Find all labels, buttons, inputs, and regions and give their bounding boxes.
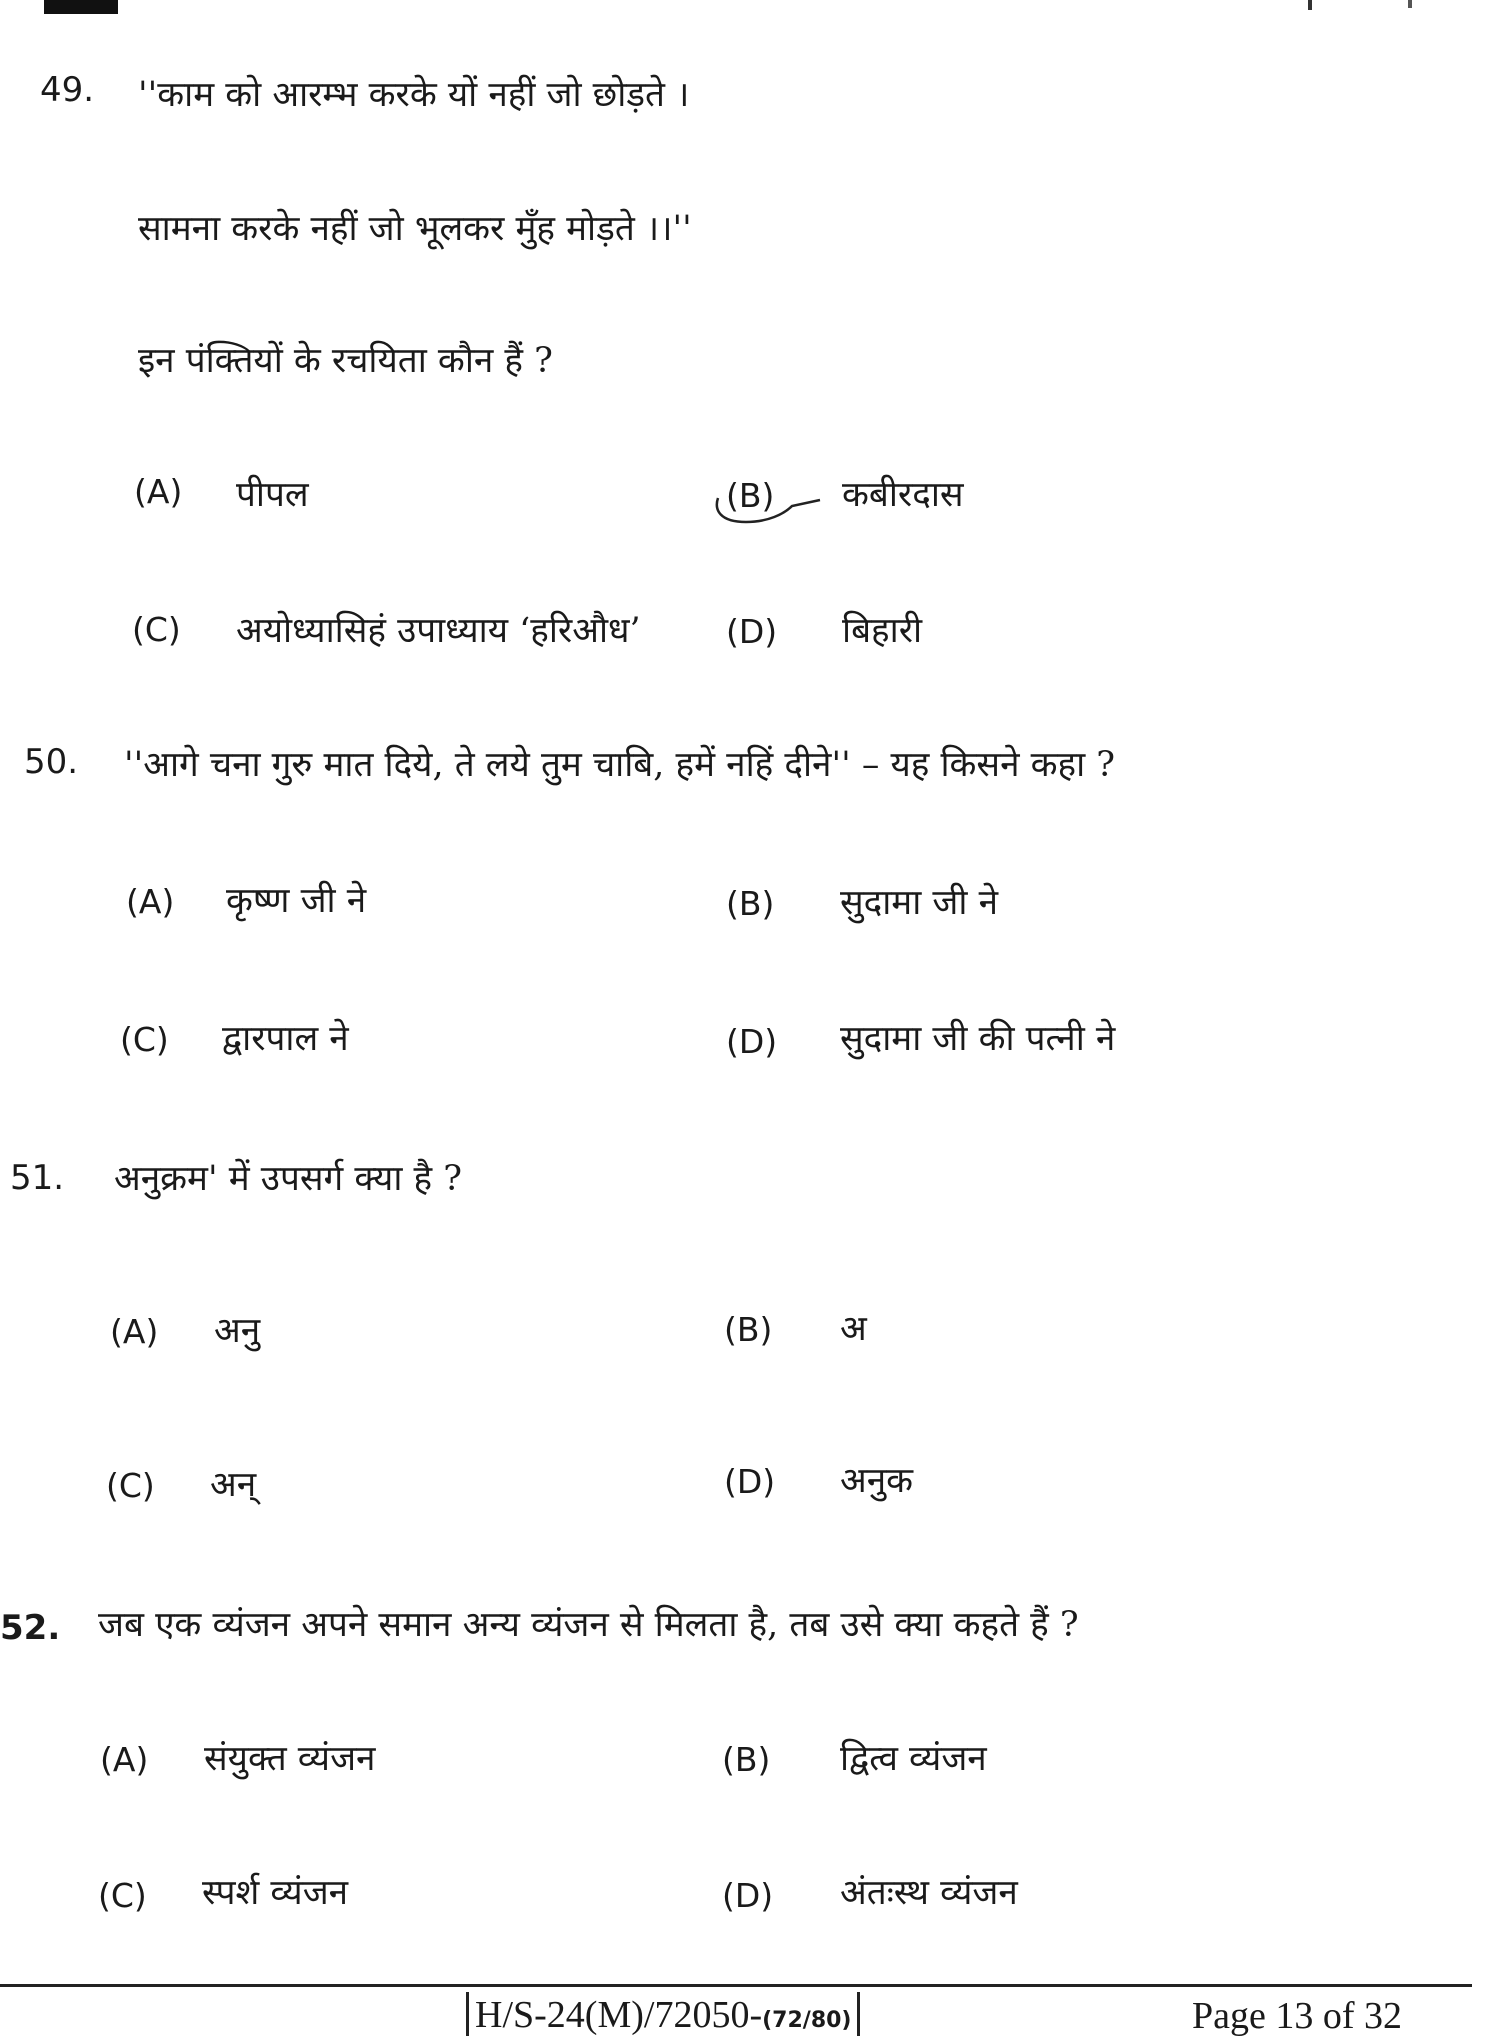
option-text: अ — [840, 1309, 867, 1349]
option-label: (D) — [722, 1876, 774, 1915]
option-text: अनु — [214, 1311, 261, 1351]
question-text-line: सामना करके नहीं जो भूलकर मुँह मोड़ते ।।'' — [138, 209, 692, 249]
question-text-line: जब एक व्यंजन अपने समान अन्य व्यंजन से मिलता है, तब उसे क्या कहते हैं ? — [98, 1605, 1079, 1645]
option-text: कृष्ण जी ने — [226, 881, 367, 921]
option-label: (B) — [722, 1740, 771, 1779]
question-number: 49. — [40, 70, 95, 110]
option-text: द्वित्व व्यंजन — [840, 1739, 987, 1779]
paper-code-suffix: (72/80) — [762, 2008, 852, 2033]
option-label: (C) — [106, 1466, 155, 1505]
header-mark — [1308, 0, 1312, 10]
page-number: Page 13 of 32 — [1192, 1995, 1403, 2037]
question-text-line: ''आगे चना गुरु मात दिये, ते लये तुम चाबि, हमें नहिं दीने'' – यह किसने कहा ? — [124, 745, 1116, 785]
question-text-line: अनुक्रम' में उपसर्ग क्या है ? — [114, 1159, 463, 1199]
option-text: कबीरदास — [842, 475, 964, 515]
option-text: अंतःस्थ व्यंजन — [840, 1873, 1018, 1913]
paper-code-text: H/S-24(M)/72050- — [475, 1994, 763, 2036]
option-label: (B) — [724, 1310, 773, 1349]
question-number: 50. — [24, 742, 79, 782]
option-text: बिहारी — [842, 611, 923, 651]
option-text: द्वारपाल ने — [222, 1019, 349, 1059]
header-mark — [1408, 0, 1412, 8]
pen-mark-icon — [712, 476, 832, 526]
option-label: (A) — [134, 472, 183, 511]
option-label: (D) — [726, 612, 778, 651]
option-text: संयुक्त व्यंजन — [204, 1739, 376, 1779]
option-text: अयोध्यासिहं उपाध्याय ‘हरिऔध’ — [236, 611, 641, 651]
option-label: (C) — [132, 610, 181, 649]
paper-code — [466, 1992, 860, 2036]
header-black-bar — [44, 0, 118, 14]
question-number: 52. — [0, 1608, 61, 1648]
question-number: 51. — [10, 1158, 65, 1198]
option-label: (D) — [726, 1022, 778, 1061]
footer-divider — [0, 1984, 1472, 1987]
option-label: (D) — [724, 1462, 776, 1501]
option-text: पीपल — [236, 475, 309, 515]
option-label: (C) — [98, 1876, 147, 1915]
question-text-line: इन पंक्तियों के रचयिता कौन हैं ? — [138, 341, 553, 381]
option-label: (B) — [726, 884, 775, 923]
option-label: (A) — [110, 1312, 159, 1351]
option-text: अनुक — [840, 1461, 914, 1501]
option-label: (B) — [726, 476, 775, 515]
option-text: अन् — [210, 1465, 257, 1505]
option-label: (A) — [126, 882, 175, 921]
option-label: (A) — [100, 1740, 149, 1779]
option-text: सुदामा जी ने — [840, 883, 999, 923]
option-text: स्पर्श व्यंजन — [202, 1873, 349, 1913]
question-text-line: ''काम को आरम्भ करके यों नहीं जो छोड़ते । — [138, 75, 690, 115]
option-label: (C) — [120, 1020, 169, 1059]
option-text: सुदामा जी की पत्नी ने — [840, 1019, 1116, 1059]
